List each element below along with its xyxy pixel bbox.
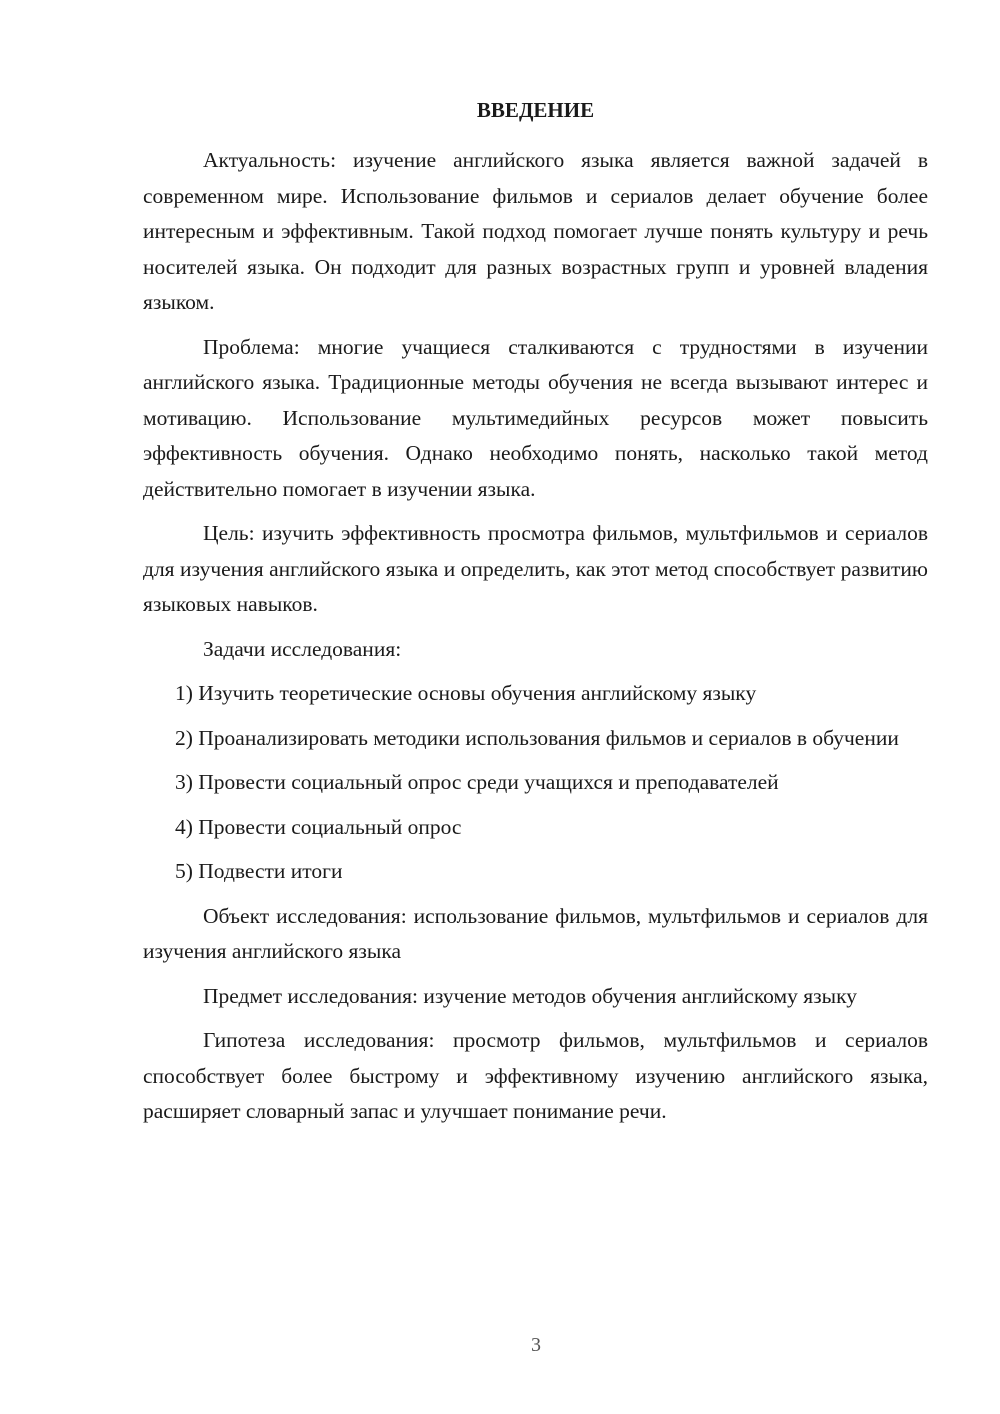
document-page bbox=[143, 95, 928, 1139]
task-item: 5) Подвести итоги bbox=[175, 859, 343, 883]
task-item: 4) Провести социальный опрос bbox=[175, 814, 462, 839]
problem-paragraph: Проблема: многие учащиеся сталкиваются с трудностями в изучении английского языка. Традиционные методы обучения не всегда вызывают интерес и мотивацию. Использование мультимедийных ресурсов может повысить эффективность обучения. Однако необходимо понять, насколько такой метод действительно помогает в изучении языка. bbox=[143, 334, 928, 501]
page-number: 3 bbox=[531, 1334, 541, 1356]
subject-paragraph: Предмет исследования: изучение методов обучения английскому языку bbox=[203, 983, 857, 1008]
goal-paragraph: Цель: изучить эффективность просмотра фильмов, мультфильмов и сериалов для изучения английского языка и определить, как этот метод способствует развитию языковых навыков. bbox=[143, 521, 928, 616]
task-item: 3) Провести социальный опрос среди учащихся и преподавателей bbox=[175, 770, 779, 794]
tasks-heading: Задачи исследования: bbox=[203, 636, 402, 661]
relevance-paragraph: Актуальность: изучение английского языка является важной задачей в современном мире. Использование фильмов и сериалов делает обучение более интересным и эффективным. Такой подход помогает лучше понять культуру и речь носителей языка. Он подходит для разных возрастных групп и уровней владения языком. bbox=[143, 148, 928, 314]
task-item: 2) Проанализировать методики использования фильмов и сериалов в обучении bbox=[175, 725, 899, 750]
section-title: ВВЕДЕНИЕ bbox=[476, 98, 595, 122]
object-paragraph: Объект исследования: использование фильмов, мультфильмов и сериалов для изучения английского языка bbox=[143, 903, 928, 963]
hypothesis-paragraph: Гипотеза исследования: просмотр фильмов, мультфильмов и сериалов способствует более быстрому и эффективному изучению английского языка, расширяет словарный запас и улучшает понимание речи. bbox=[143, 1028, 928, 1123]
task-item: 1) Изучить теоретические основы обучения английскому языку bbox=[175, 681, 757, 705]
tasks-list bbox=[143, 676, 928, 890]
